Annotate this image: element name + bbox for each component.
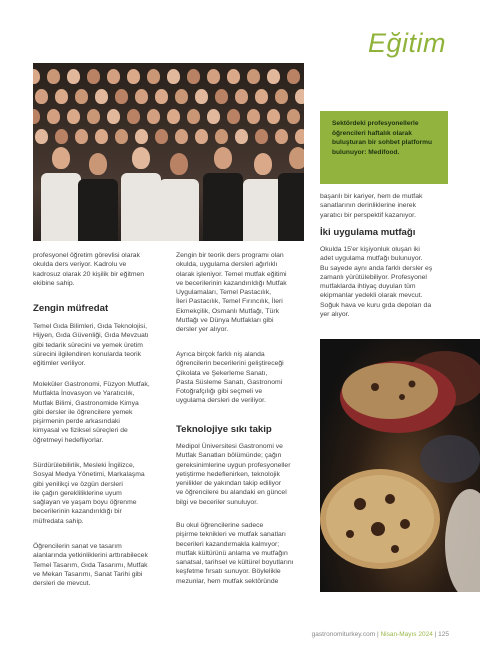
text-line: müfredata sahip. xyxy=(33,517,84,525)
crowd-face xyxy=(127,109,140,124)
crowd-face xyxy=(47,109,60,124)
crowd-face xyxy=(135,89,148,104)
crowd-face xyxy=(295,129,304,144)
text-line: pişirmenin perde arkasındaki xyxy=(33,418,120,426)
text-line: öğretmeyi hedefliyorlar. xyxy=(33,436,104,444)
person-body xyxy=(203,173,243,241)
text-line: ve becerilerinin kazandırıldığı Mutfak xyxy=(176,279,287,287)
text-line: Temel Gıda Bilimleri, Gıda Teknolojisi, xyxy=(33,323,147,330)
text-line: Mutfak Sanatları bölümünde; çağın xyxy=(176,452,282,460)
heading-zengin-mufredat: Zengin müfredat xyxy=(33,303,109,314)
text-line: Bu okul öğrencilerine sadece xyxy=(176,522,264,529)
text-line: eğitimler veriliyor. xyxy=(33,360,86,368)
text-line: Mutfakta İnovasyon ve Yaratıcılık, xyxy=(33,390,135,398)
crowd-face xyxy=(55,89,68,104)
text-line: becerilerinin kazandırıldığı bir xyxy=(33,508,122,516)
text-line: dersleri de mevcut. xyxy=(33,580,91,588)
text-line: sağlayan ve yaşam boyu öğrenme xyxy=(33,499,137,507)
text-line: mutfak kültürünü anlama ve mutfağın xyxy=(176,549,288,557)
crowd-face xyxy=(187,69,200,84)
text-line: ve öğrencilere bu alandaki en güncel xyxy=(176,489,287,497)
col1-paragraph-5 xyxy=(33,542,161,588)
crowd-face xyxy=(275,129,288,144)
crowd-face xyxy=(255,89,268,104)
text-line: gibi tedarik sürecini ve yemek üretim xyxy=(33,341,143,349)
person-body xyxy=(243,179,283,241)
col1-paragraph-4 xyxy=(33,461,161,526)
text-line: sanatsal, tarihsel ve kültürel boyutlarını xyxy=(176,559,294,567)
crowd-face xyxy=(295,89,304,104)
text-line: Ayrıca birçok farklı niş alanda xyxy=(176,351,265,358)
crowd-face xyxy=(87,109,100,124)
text-line: profesyonel öğretim görevlisi olarak xyxy=(33,252,140,259)
col2-paragraph-1 xyxy=(176,251,304,335)
caption-line: Sektördeki profesyonellerle xyxy=(332,120,419,127)
text-line: yaratıcı bir perspektif kazanıyor. xyxy=(320,211,416,219)
text-line: bilgi ve beceriler sunuluyor. xyxy=(176,498,258,506)
text-line: Bu sayede aynı anda farklı dersler eş xyxy=(320,264,433,272)
person-body xyxy=(159,179,199,241)
text-line: sanatlarının derinliklerine inerek xyxy=(320,202,416,210)
group-photo xyxy=(33,63,304,241)
col1-paragraph-1 xyxy=(33,251,161,288)
text-line: gereksinimlerine uygun profesyoneller xyxy=(176,461,291,469)
text-line: İleri Pastacılık, Temel Fırıncılık, İleri xyxy=(176,298,283,306)
text-line: Moleküler Gastronomi, Füzyon Mutfak, xyxy=(33,381,150,388)
text-line: olarak işleniyor. Temel mutfak eğitimi xyxy=(176,270,287,278)
text-line: Zengin bir teorik ders programı olan xyxy=(176,252,284,259)
text-line: Çikolata ve Şekerleme Sanatı, xyxy=(176,369,268,377)
crowd-face xyxy=(95,129,108,144)
crowd-face xyxy=(33,109,40,124)
text-line: gibi dersler ile öğrencilere yemek xyxy=(33,408,133,416)
crowd-face xyxy=(275,89,288,104)
crowd-face xyxy=(207,69,220,84)
text-line: ekipmanlar yedekli olarak mevcut. xyxy=(320,292,423,300)
crowd-face xyxy=(175,89,188,104)
crowd-face xyxy=(75,129,88,144)
crowd-face xyxy=(215,89,228,104)
crowd-face xyxy=(135,129,148,144)
crowd-face xyxy=(55,129,68,144)
crowd-face xyxy=(167,109,180,124)
crowd-face xyxy=(33,69,40,84)
text-line: başarılı bir kariyer, hem de mutfak xyxy=(320,193,423,200)
text-line: Sürdürülebilirlik, Mesleki İngilizce, xyxy=(33,462,135,469)
footer-separator: | xyxy=(434,631,439,638)
text-line: kimyasal ve fiziksel süreçleri de xyxy=(33,427,128,435)
crowd-face xyxy=(67,109,80,124)
crowd-face xyxy=(175,129,188,144)
text-line: uygulama dersleri de veriliyor. xyxy=(176,397,266,405)
heading-iki-uygulama-mutfagi: İki uygulama mutfağı xyxy=(320,227,416,238)
footer-separator: | xyxy=(376,631,381,638)
crowd-face xyxy=(247,69,260,84)
crowd-face xyxy=(167,69,180,84)
crowd-face xyxy=(247,109,260,124)
crowd-face xyxy=(267,69,280,84)
col3-paragraph-2 xyxy=(320,245,448,319)
crowd-face xyxy=(115,129,128,144)
crowd-face xyxy=(227,109,240,124)
page-footer xyxy=(312,631,449,638)
text-line: ile çağın gerekliliklerine uyum xyxy=(33,489,122,497)
caption-line: buluşturan bir sohbet platformu xyxy=(332,139,433,146)
cookies-illustration xyxy=(320,339,480,592)
crowd-face xyxy=(255,129,268,144)
col1-paragraph-2 xyxy=(33,322,161,368)
text-line: Mutfağı ve Dünya Mutfakları gibi xyxy=(176,317,274,325)
text-line: Soğuk hava ve kuru gıda depoları da xyxy=(320,301,432,309)
text-line: kadrosuz olarak 20 kişilik bir eğitmen xyxy=(33,270,145,278)
col2-paragraph-3 xyxy=(176,442,304,507)
person-face xyxy=(214,147,232,169)
crowd-face xyxy=(87,69,100,84)
crowd-face xyxy=(67,69,80,84)
text-line: yenilikler de yakından takip ediliyor xyxy=(176,480,282,488)
footer-issue: Nisan-Mayıs 2024 xyxy=(380,631,433,638)
text-line: yer alıyor. xyxy=(320,311,350,319)
crowd-face xyxy=(75,89,88,104)
text-line: sürecini ilgilendiren konularda teorik xyxy=(33,350,142,358)
caption-line: öğrencileri haftalık olarak xyxy=(332,129,412,137)
text-line: mezunlar, hem mutfak sektöründe xyxy=(176,577,279,585)
col1-paragraph-3 xyxy=(33,380,161,445)
person-face xyxy=(89,153,107,175)
crowd-face xyxy=(187,109,200,124)
crowd-face xyxy=(35,89,48,104)
person-face xyxy=(132,147,150,169)
person-face xyxy=(52,147,70,169)
crowd-face xyxy=(215,129,228,144)
footer-site: gastronomiturkey.com xyxy=(311,631,376,638)
text-line: Uygulamaları, Temel Pastacılık, xyxy=(176,289,272,297)
text-line: pişirme teknikleri ve mutfak sanatları xyxy=(176,531,286,539)
text-line: yetiştirme hedeflenirken, teknolojik xyxy=(176,470,280,478)
crowd-face xyxy=(207,109,220,124)
text-line: Okulda 15'er kişiyonluk oluşan iki xyxy=(320,246,420,253)
section-title: Eğitim xyxy=(367,28,446,58)
crowd-face xyxy=(155,89,168,104)
text-line: mutfaklarda ihtiyaç duyulan tüm xyxy=(320,283,416,291)
text-line: adet uygulama mutfağı bulunuyor. xyxy=(320,255,423,263)
crowd-face xyxy=(267,109,280,124)
crowd-face xyxy=(287,109,300,124)
crowd-face xyxy=(127,69,140,84)
person-face xyxy=(170,153,188,175)
crowd-face xyxy=(47,69,60,84)
text-line: ekibine sahip. xyxy=(33,279,75,287)
crowd-face xyxy=(107,109,120,124)
text-line: Hijyen, Gıda Güvenliği, Gıda Mevzuatı xyxy=(33,332,149,340)
crowd-face xyxy=(195,129,208,144)
crowd-face xyxy=(107,69,120,84)
crowd-face xyxy=(147,69,160,84)
crowd-face xyxy=(235,89,248,104)
crowd-face xyxy=(195,89,208,104)
text-line: Sosyal Medya Yönetimi, Markalaşma xyxy=(33,471,145,479)
col3-paragraph-1 xyxy=(320,192,448,220)
crowd-face xyxy=(235,129,248,144)
crowd-face xyxy=(95,89,108,104)
heading-teknolojiye-siki-takip: Teknolojiye sıkı takip xyxy=(176,424,272,435)
text-line: Mutfak Bilimi, Gastronomide Kimya xyxy=(33,399,139,407)
text-line: Öğrencilerin sanat ve tasarım xyxy=(33,543,122,550)
person-face xyxy=(254,153,272,175)
text-line: dersler yer alıyor. xyxy=(176,326,229,334)
crowd-face xyxy=(227,69,240,84)
text-line: zamanlı yürütülebiliyor. Profesyonel xyxy=(320,273,427,281)
person-body xyxy=(41,173,81,241)
crowd-face xyxy=(287,69,300,84)
text-line: öğrencilerin becerilerini geliştireceği xyxy=(176,360,284,368)
text-line: Ekmekçilik, Osmanlı Mutfağı, Türk xyxy=(176,307,279,315)
crowd-face xyxy=(35,129,48,144)
text-line: ve Mekan Tasarımı, Sanat Tarihi gibi xyxy=(33,570,143,578)
crowd-face xyxy=(155,129,168,144)
text-line: okulda, uygulama dersleri ağırlıklı xyxy=(176,261,278,269)
cookies-photo xyxy=(320,339,480,592)
text-line: Fotoğrafçılığı gibi seçmeli ve xyxy=(176,388,263,396)
person-face xyxy=(289,147,304,169)
text-line: gibi yenilikçi ve özgün dersleri xyxy=(33,480,123,488)
col2-paragraph-2 xyxy=(176,350,304,406)
person-body xyxy=(278,173,304,241)
caption-line: bulunuyor: Medifood. xyxy=(332,148,400,156)
text-line: okulda ders veriyor. Kadrolu ve xyxy=(33,261,127,269)
footer-page-number: 125 xyxy=(438,631,449,638)
text-line: becerileri kazandırmakla kalmıyor; xyxy=(176,540,280,548)
person-body xyxy=(78,179,118,241)
col2-paragraph-4 xyxy=(176,521,304,586)
crowd-face xyxy=(147,109,160,124)
text-line: Pasta Süsleme Sanatı, Gastronomi xyxy=(176,378,283,386)
photo-caption-box xyxy=(320,111,448,184)
crowd-face xyxy=(115,89,128,104)
text-line: keşfetme fırsatı sunuyor. Böylelikle xyxy=(176,568,281,576)
text-line: Temel Tasarım, Gıda Tasarımı, Mutfak xyxy=(33,561,148,569)
text-line: Medipol Üniversitesi Gastronomi ve xyxy=(176,443,283,450)
person-body xyxy=(121,173,161,241)
text-line: alanlarında yetkinliklerini arttırabilecek xyxy=(33,552,148,560)
